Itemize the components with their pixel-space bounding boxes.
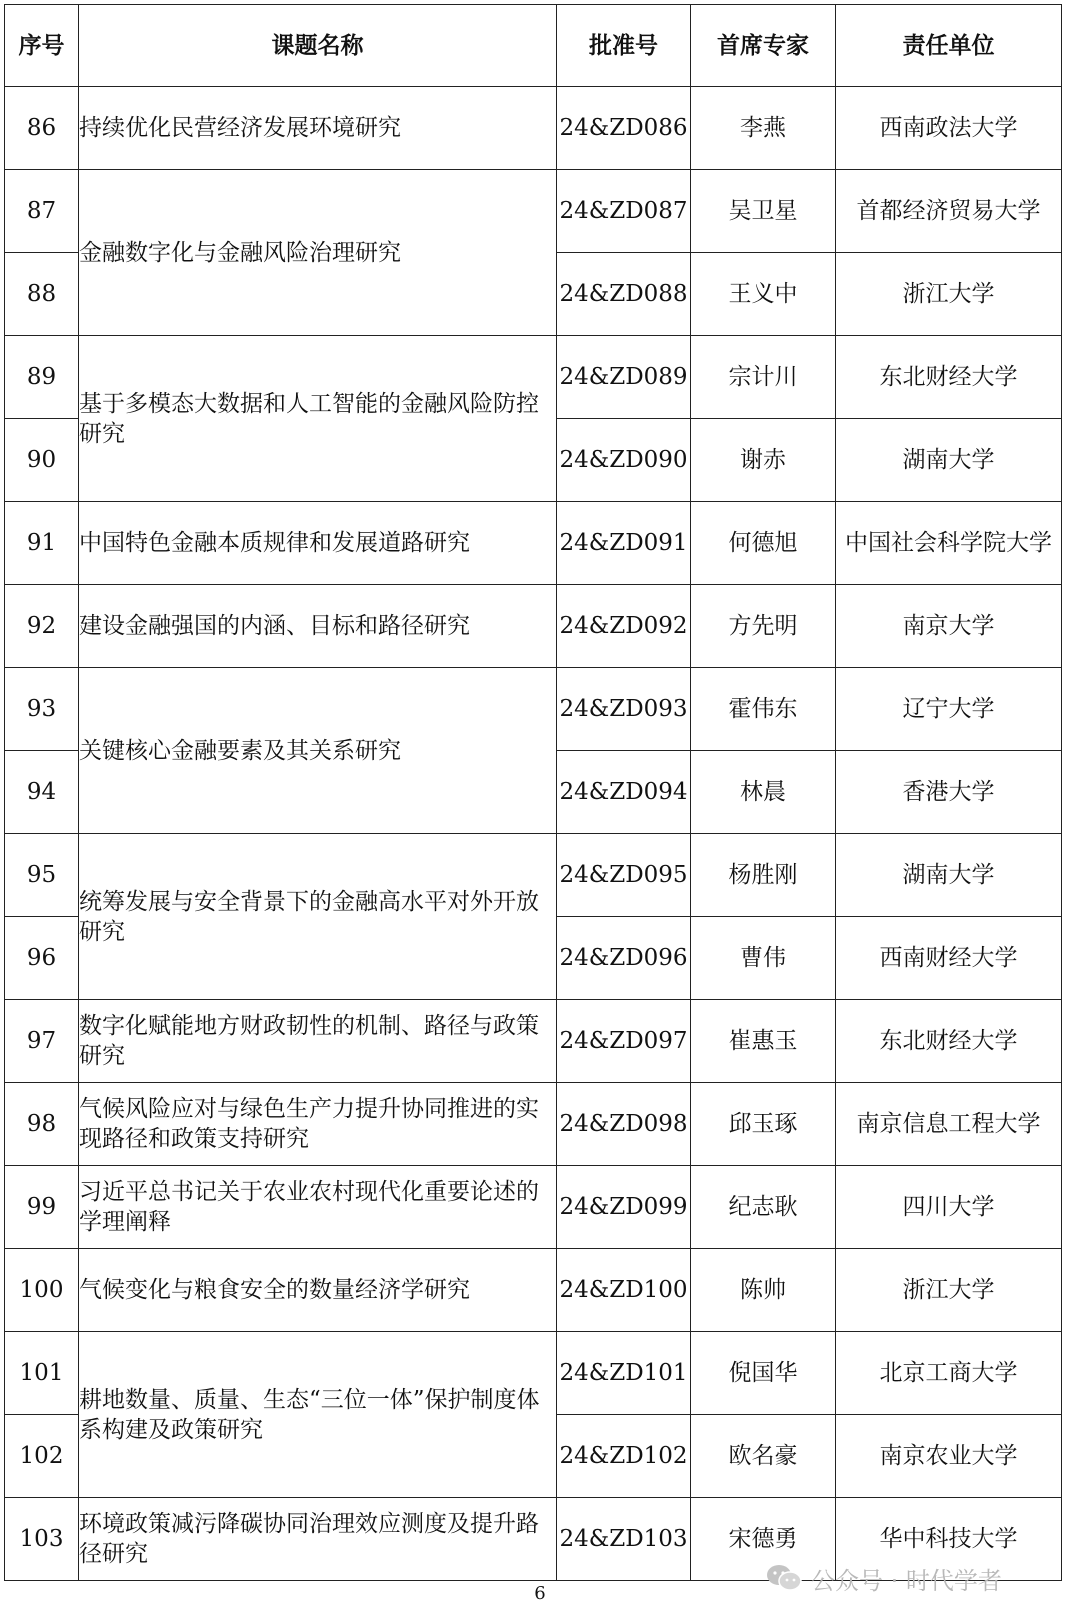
table-row (5, 1166, 1062, 1249)
approval-code: 24&ZD094 (557, 751, 691, 834)
header-expert: 首席专家 (691, 5, 836, 87)
table-row (5, 1249, 1062, 1332)
row-index: 89 (5, 336, 79, 419)
project-title: 气候变化与粮食安全的数量经济学研究 (79, 1249, 557, 1332)
responsible-unit: 西南政法大学 (836, 87, 1062, 170)
chief-expert: 崔惠玉 (691, 1000, 836, 1083)
row-index: 102 (5, 1415, 79, 1498)
chief-expert: 纪志耿 (691, 1166, 836, 1249)
header-title: 课题名称 (79, 5, 557, 87)
responsible-unit: 首都经济贸易大学 (836, 170, 1062, 253)
header-code: 批准号 (557, 5, 691, 87)
row-index: 99 (5, 1166, 79, 1249)
project-title: 中国特色金融本质规律和发展道路研究 (79, 502, 557, 585)
approval-code: 24&ZD102 (557, 1415, 691, 1498)
row-index: 92 (5, 585, 79, 668)
approval-code: 24&ZD087 (557, 170, 691, 253)
row-index: 87 (5, 170, 79, 253)
table-row (5, 1000, 1062, 1083)
row-index: 97 (5, 1000, 79, 1083)
wechat-icon (765, 1563, 803, 1593)
row-index: 101 (5, 1332, 79, 1415)
project-title: 气候风险应对与绿色生产力提升协同推进的实现路径和政策支持研究 (79, 1083, 557, 1166)
approval-code: 24&ZD101 (557, 1332, 691, 1415)
chief-expert: 杨胜刚 (691, 834, 836, 917)
watermark-text: 公众号 · 时代学者 (811, 1566, 1002, 1595)
approval-code: 24&ZD095 (557, 834, 691, 917)
responsible-unit: 湖南大学 (836, 834, 1062, 917)
responsible-unit: 四川大学 (836, 1166, 1062, 1249)
responsible-unit: 中国社会科学院大学 (836, 502, 1062, 585)
project-title: 数字化赋能地方财政韧性的机制、路径与政策研究 (79, 1000, 557, 1083)
responsible-unit: 香港大学 (836, 751, 1062, 834)
table-row (5, 502, 1062, 585)
row-index: 88 (5, 253, 79, 336)
chief-expert: 谢赤 (691, 419, 836, 502)
table-row (5, 834, 1062, 917)
responsible-unit: 东北财经大学 (836, 1000, 1062, 1083)
row-index: 95 (5, 834, 79, 917)
row-index: 100 (5, 1249, 79, 1332)
chief-expert: 陈帅 (691, 1249, 836, 1332)
responsible-unit: 湖南大学 (836, 419, 1062, 502)
header-index: 序号 (5, 5, 79, 87)
responsible-unit: 南京大学 (836, 585, 1062, 668)
responsible-unit: 浙江大学 (836, 1249, 1062, 1332)
row-index: 91 (5, 502, 79, 585)
project-title: 统筹发展与安全背景下的金融高水平对外开放研究 (79, 834, 557, 1000)
row-index: 96 (5, 917, 79, 1000)
row-index: 86 (5, 87, 79, 170)
chief-expert: 宗计川 (691, 336, 836, 419)
table-body (5, 87, 1062, 1581)
project-title: 习近平总书记关于农业农村现代化重要论述的学理阐释 (79, 1166, 557, 1249)
table-header-row (5, 5, 1062, 87)
approval-code: 24&ZD098 (557, 1083, 691, 1166)
row-index: 94 (5, 751, 79, 834)
chief-expert: 林晨 (691, 751, 836, 834)
chief-expert: 邱玉琢 (691, 1083, 836, 1166)
chief-expert: 吴卫星 (691, 170, 836, 253)
approval-code: 24&ZD091 (557, 502, 691, 585)
project-title: 金融数字化与金融风险治理研究 (79, 170, 557, 336)
responsible-unit: 华中科技大学 (836, 1498, 1062, 1581)
approval-code: 24&ZD103 (557, 1498, 691, 1581)
responsible-unit: 浙江大学 (836, 253, 1062, 336)
chief-expert: 霍伟东 (691, 668, 836, 751)
responsible-unit: 西南财经大学 (836, 917, 1062, 1000)
table-row (5, 336, 1062, 419)
approval-code: 24&ZD096 (557, 917, 691, 1000)
table-row (5, 87, 1062, 170)
table-row (5, 1083, 1062, 1166)
approval-code: 24&ZD093 (557, 668, 691, 751)
approval-code: 24&ZD099 (557, 1166, 691, 1249)
table-row (5, 585, 1062, 668)
approval-code: 24&ZD090 (557, 419, 691, 502)
responsible-unit: 东北财经大学 (836, 336, 1062, 419)
chief-expert: 曹伟 (691, 917, 836, 1000)
project-title: 环境政策减污降碳协同治理效应测度及提升路径研究 (79, 1498, 557, 1581)
approval-code: 24&ZD097 (557, 1000, 691, 1083)
table-row (5, 668, 1062, 751)
watermark (765, 1558, 1002, 1598)
chief-expert: 何德旭 (691, 502, 836, 585)
row-index: 90 (5, 419, 79, 502)
chief-expert: 欧名豪 (691, 1415, 836, 1498)
chief-expert: 王义中 (691, 253, 836, 336)
approval-code: 24&ZD092 (557, 585, 691, 668)
row-index: 103 (5, 1498, 79, 1581)
responsible-unit: 北京工商大学 (836, 1332, 1062, 1415)
table-row (5, 1332, 1062, 1415)
project-table (4, 4, 1062, 1581)
project-title: 耕地数量、质量、生态“三位一体”保护制度体系构建及政策研究 (79, 1332, 557, 1498)
approval-code: 24&ZD088 (557, 253, 691, 336)
approval-code: 24&ZD100 (557, 1249, 691, 1332)
page-number: 6 (534, 1583, 546, 1604)
approval-code: 24&ZD089 (557, 336, 691, 419)
chief-expert: 李燕 (691, 87, 836, 170)
table-row (5, 170, 1062, 253)
row-index: 98 (5, 1083, 79, 1166)
chief-expert: 宋德勇 (691, 1498, 836, 1581)
responsible-unit: 辽宁大学 (836, 668, 1062, 751)
approval-code: 24&ZD086 (557, 87, 691, 170)
project-title: 持续优化民营经济发展环境研究 (79, 87, 557, 170)
chief-expert: 方先明 (691, 585, 836, 668)
project-title: 基于多模态大数据和人工智能的金融风险防控研究 (79, 336, 557, 502)
project-title: 建设金融强国的内涵、目标和路径研究 (79, 585, 557, 668)
chief-expert: 倪国华 (691, 1332, 836, 1415)
responsible-unit: 南京农业大学 (836, 1415, 1062, 1498)
project-title: 关键核心金融要素及其关系研究 (79, 668, 557, 834)
responsible-unit: 南京信息工程大学 (836, 1083, 1062, 1166)
row-index: 93 (5, 668, 79, 751)
header-unit: 责任单位 (836, 5, 1062, 87)
